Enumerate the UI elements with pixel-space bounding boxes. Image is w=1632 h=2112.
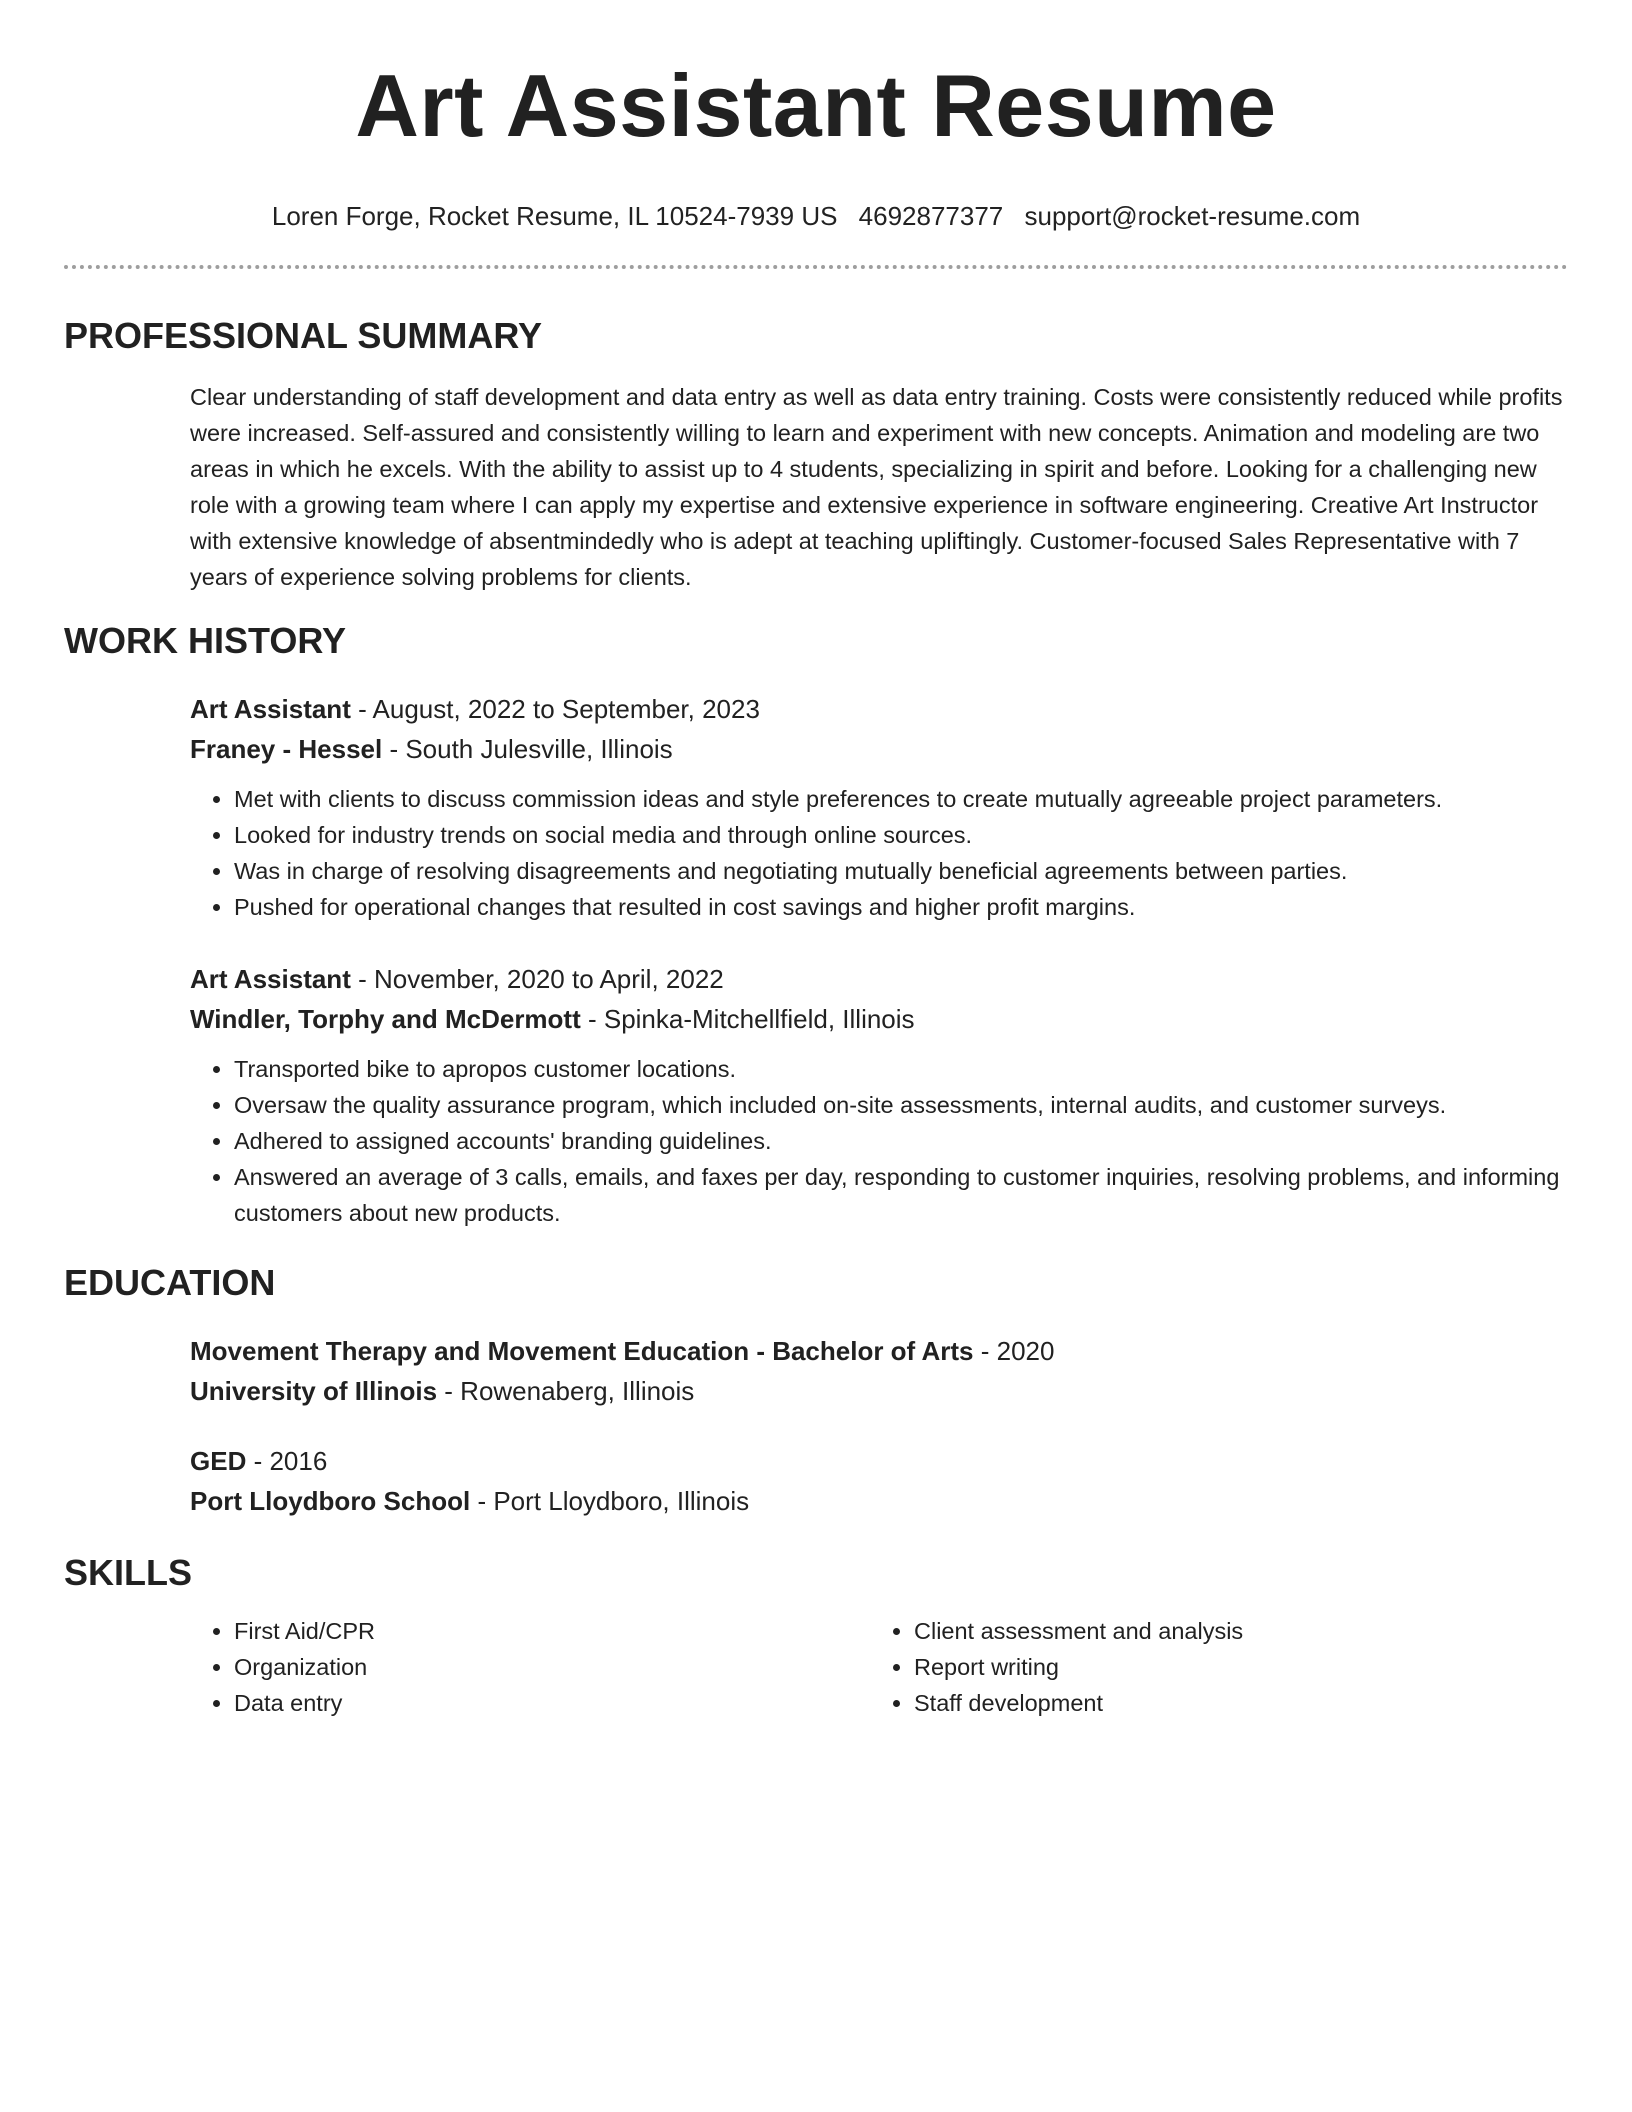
education-degree: Movement Therapy and Movement Education - Bachelor of Arts [190,1336,974,1366]
list-item: • Met with clients to discuss commission ideas and style preferences to create mutually agreeable project parameters. [234,781,1568,817]
skill-item: • First Aid/CPR [234,1613,870,1649]
education-location: - Rowenaberg, Illinois [437,1376,695,1406]
job-company: Franey - Hessel [190,734,383,764]
job-dates: - November, 2020 to April, 2022 [350,964,724,994]
summary-text: Clear understanding of staff development and data entry as well as data entry training. Costs were consistently reduced while profits were increased. Self-assured and consistently willing to learn and experiment with new concepts. Animation and modeling are two areas in which he excels. With the ability to assist up to 4 students, specializing in spirit and before. Looking for a challenging new role with a growing team where I can apply my expertise and extensive experience in software engineering. Creative Art Instructor with extensive knowledge of absentmindedly who is adept at teaching upliftingly. Customer-focused Sales Representative with 7 years of experience solving problems for clients. [190,384,1563,590]
list-item: • Oversaw the quality assurance program, which included on-site assessments, internal audits, and customer surveys. [234,1087,1568,1123]
education-year: - 2016 [246,1446,328,1476]
list-item: • Looked for industry trends on social media and through online sources. [234,817,1568,853]
education-year: - 2020 [973,1336,1055,1366]
resume-title: Art Assistant Resume [355,56,1277,155]
job-company-line [190,729,1568,769]
header-divider [64,265,1568,269]
job-location: - South Julesville, Illinois [382,734,673,764]
job-title: Art Assistant [190,964,351,994]
list-item: • Transported bike to apropos customer locations. [234,1051,1568,1087]
skill-item: • Report writing [914,1649,1550,1685]
job-entry [190,689,1568,925]
skills-grid [190,1613,1568,1721]
education-entry [190,1331,1568,1411]
job-entry [190,959,1568,1231]
skills-column-right [870,1613,1550,1721]
education-school: Port Lloydboro School [190,1486,471,1516]
work-history-heading: WORK HISTORY [64,620,347,661]
job-company-line [190,999,1568,1039]
education-school: University of Illinois [190,1376,438,1406]
skills-column-left [190,1613,870,1721]
education-heading: EDUCATION [64,1262,276,1303]
contact-email: support@rocket-resume.com [1024,201,1361,231]
job-bullets [190,781,1568,925]
contact-line [64,200,1568,232]
job-company: Windler, Torphy and McDermott [190,1004,581,1034]
job-title-line [190,689,1568,729]
education-section [64,1261,1568,1521]
education-school-line [190,1481,1568,1521]
list-item: • Was in charge of resolving disagreements and negotiating mutually beneficial agreements between parties. [234,853,1568,889]
job-title: Art Assistant [190,694,351,724]
list-item: • Answered an average of 3 calls, emails, and faxes per day, responding to customer inquiries, resolving problems, and informing customers about new products. [234,1159,1568,1231]
skill-item: • Organization [234,1649,870,1685]
job-dates: - August, 2022 to September, 2023 [350,694,760,724]
skill-item: • Client assessment and analysis [914,1613,1550,1649]
education-degree: GED [190,1446,247,1476]
skills-section [64,1551,1568,1721]
skills-heading: SKILLS [64,1552,193,1593]
skill-item: • Data entry [234,1685,870,1721]
job-bullets [190,1051,1568,1231]
skill-item: • Staff development [914,1685,1550,1721]
contact-phone: 4692877377 [858,201,1004,231]
job-title-line [190,959,1568,999]
education-school-line [190,1371,1568,1411]
education-entry [190,1441,1568,1521]
education-degree-line [190,1441,1568,1481]
education-location: - Port Lloydboro, Illinois [470,1486,750,1516]
contact-address: Loren Forge, Rocket Resume, IL 10524-7939 US [271,201,838,231]
job-location: - Spinka-Mitchellfield, Illinois [580,1004,915,1034]
list-item: • Pushed for operational changes that resulted in cost savings and higher profit margins. [234,889,1568,925]
education-degree-line [190,1331,1568,1371]
summary-section [64,314,1568,595]
list-item: • Adhered to assigned accounts' branding guidelines. [234,1123,1568,1159]
summary-heading: PROFESSIONAL SUMMARY [64,315,543,356]
work-history-section [64,619,1568,1231]
